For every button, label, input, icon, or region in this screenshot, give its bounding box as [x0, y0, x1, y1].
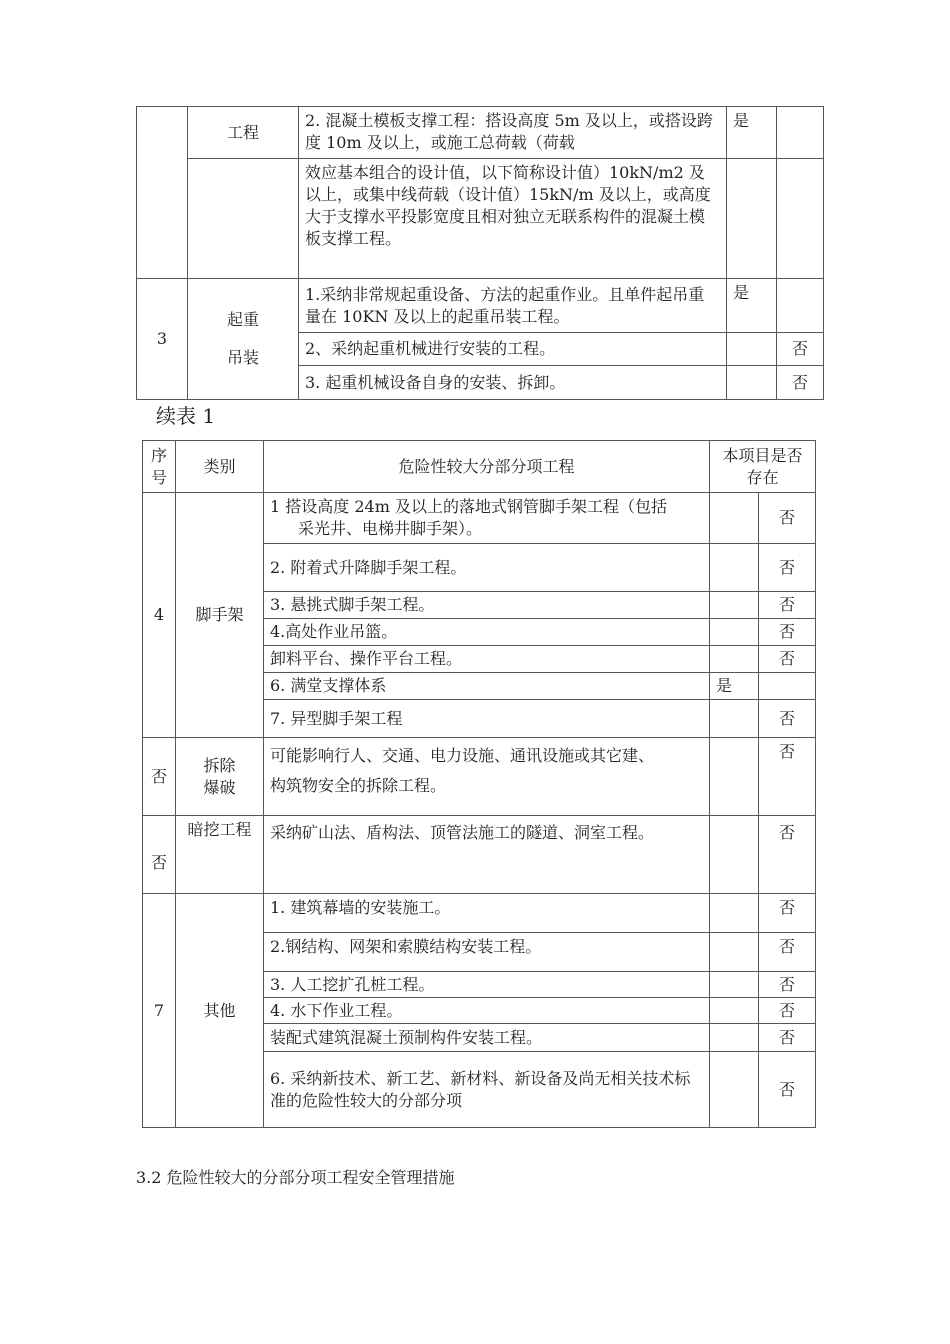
item-cell: 卸料平台、操作平台工程。 [264, 646, 710, 673]
yes-cell: 是 [710, 673, 759, 700]
item-cell: 3. 起重机械设备自身的安装、拆卸。 [299, 366, 727, 400]
item-cell: 2. 附着式升降脚手架工程。 [264, 544, 710, 592]
category-cell: 工程 [188, 107, 299, 159]
seq-cell: 否 [143, 816, 176, 894]
no-cell: 否 [759, 1024, 816, 1052]
no-cell: 否 [759, 544, 816, 592]
yes-cell [710, 933, 759, 972]
no-cell: 否 [759, 700, 816, 738]
no-cell: 否 [759, 816, 816, 894]
hazard-table-part1 [136, 106, 824, 400]
item-cell: 1 搭设高度 24m 及以上的落地式钢管脚手架工程（包括 采光井、电梯井脚手架）。 [264, 493, 710, 544]
item-cell: 可能影响行人、交通、电力设施、通讯设施或其它建、 构筑物安全的拆除工程。 [264, 738, 710, 816]
yes-cell [710, 1052, 759, 1128]
item-cell: 效应基本组合的设计值，以下简称设计值）10kN/m2 及以上，或集中线荷载（设计值）15kN/m 及以上，或高度大于支撑水平投影宽度且相对独立无联系构件的混凝土模板支撑工程。 [299, 159, 727, 279]
seq-cell: 3 [137, 279, 188, 400]
yes-cell [710, 738, 759, 816]
item-cell: 2.钢结构、网架和索膜结构安装工程。 [264, 933, 710, 972]
yes-cell: 是 [727, 279, 777, 333]
yes-cell [710, 619, 759, 646]
yes-cell [727, 366, 777, 400]
section-heading: 3.2 危险性较大的分部分项工程安全管理措施 [136, 1168, 455, 1187]
yes-cell [710, 972, 759, 998]
no-cell [777, 107, 824, 159]
no-cell: 否 [759, 998, 816, 1024]
yes-cell [710, 493, 759, 544]
category-cell: 拆除 爆破 [176, 738, 264, 816]
category-line: 吊装 [226, 348, 259, 367]
header-seq: 序 号 [143, 441, 176, 493]
item-cell: 6. 采纳新技术、新工艺、新材料、新设备及尚无相关技术标准的危险性较大的分部分项 [264, 1052, 710, 1128]
yes-cell [710, 1024, 759, 1052]
item-cell: 装配式建筑混凝土预制构件安装工程。 [264, 1024, 710, 1052]
item-cell: 3. 人工挖扩孔桩工程。 [264, 972, 710, 998]
seq-cell [137, 107, 188, 279]
category-cell [188, 279, 299, 400]
seq-cell: 4 [143, 493, 176, 738]
no-cell: 否 [759, 972, 816, 998]
no-cell [777, 159, 824, 279]
category-cell: 脚手架 [176, 493, 264, 738]
item-cell: 1. 建筑幕墙的安装施工。 [264, 894, 710, 933]
header-exist: 本项目是否 存在 [710, 441, 816, 493]
item-cell: 2. 混凝土模板支撑工程：搭设高度 5m 及以上，或搭设跨度 10m 及以上，或施工总荷载（荷载 [299, 107, 727, 159]
category-line: 起重 [226, 310, 259, 329]
no-cell: 否 [759, 1052, 816, 1128]
yes-cell [710, 646, 759, 673]
yes-cell [710, 894, 759, 933]
no-cell: 否 [759, 646, 816, 673]
seq-cell: 否 [143, 738, 176, 816]
yes-cell [710, 700, 759, 738]
yes-cell [727, 333, 777, 366]
no-cell: 否 [759, 592, 816, 619]
hazard-table-part2 [142, 440, 816, 1128]
item-cell: 4. 水下作业工程。 [264, 998, 710, 1024]
no-cell: 否 [759, 619, 816, 646]
item-cell: 2、采纳起重机械进行安装的工程。 [299, 333, 727, 366]
no-cell [777, 279, 824, 333]
yes-cell [710, 816, 759, 894]
item-cell: 3. 悬挑式脚手架工程。 [264, 592, 710, 619]
no-cell: 否 [759, 493, 816, 544]
item-cell: 采纳矿山法、盾构法、顶管法施工的隧道、洞室工程。 [264, 816, 710, 894]
yes-cell: 是 [727, 107, 777, 159]
no-cell: 否 [759, 738, 816, 816]
no-cell: 否 [759, 933, 816, 972]
item-cell: 7. 异型脚手架工程 [264, 700, 710, 738]
yes-cell [710, 544, 759, 592]
continued-label: 续表 1 [156, 404, 216, 428]
table-header-row [143, 441, 816, 493]
yes-cell [727, 159, 777, 279]
no-cell: 否 [777, 333, 824, 366]
seq-cell: 7 [143, 894, 176, 1128]
category-cell [188, 159, 299, 279]
category-cell: 其他 [176, 894, 264, 1128]
category-cell: 暗挖工程 [176, 816, 264, 894]
header-category: 类别 [176, 441, 264, 493]
item-cell: 1.采纳非常规起重设备、方法的起重作业。且单件起吊重量在 10KN 及以上的起重吊装工程。 [299, 279, 727, 333]
item-cell: 4.高处作业吊篮。 [264, 619, 710, 646]
no-cell: 否 [759, 894, 816, 933]
header-item: 危险性较大分部分项工程 [264, 441, 710, 493]
no-cell [759, 673, 816, 700]
no-cell: 否 [777, 366, 824, 400]
item-cell: 6. 满堂支撑体系 [264, 673, 710, 700]
yes-cell [710, 998, 759, 1024]
yes-cell [710, 592, 759, 619]
